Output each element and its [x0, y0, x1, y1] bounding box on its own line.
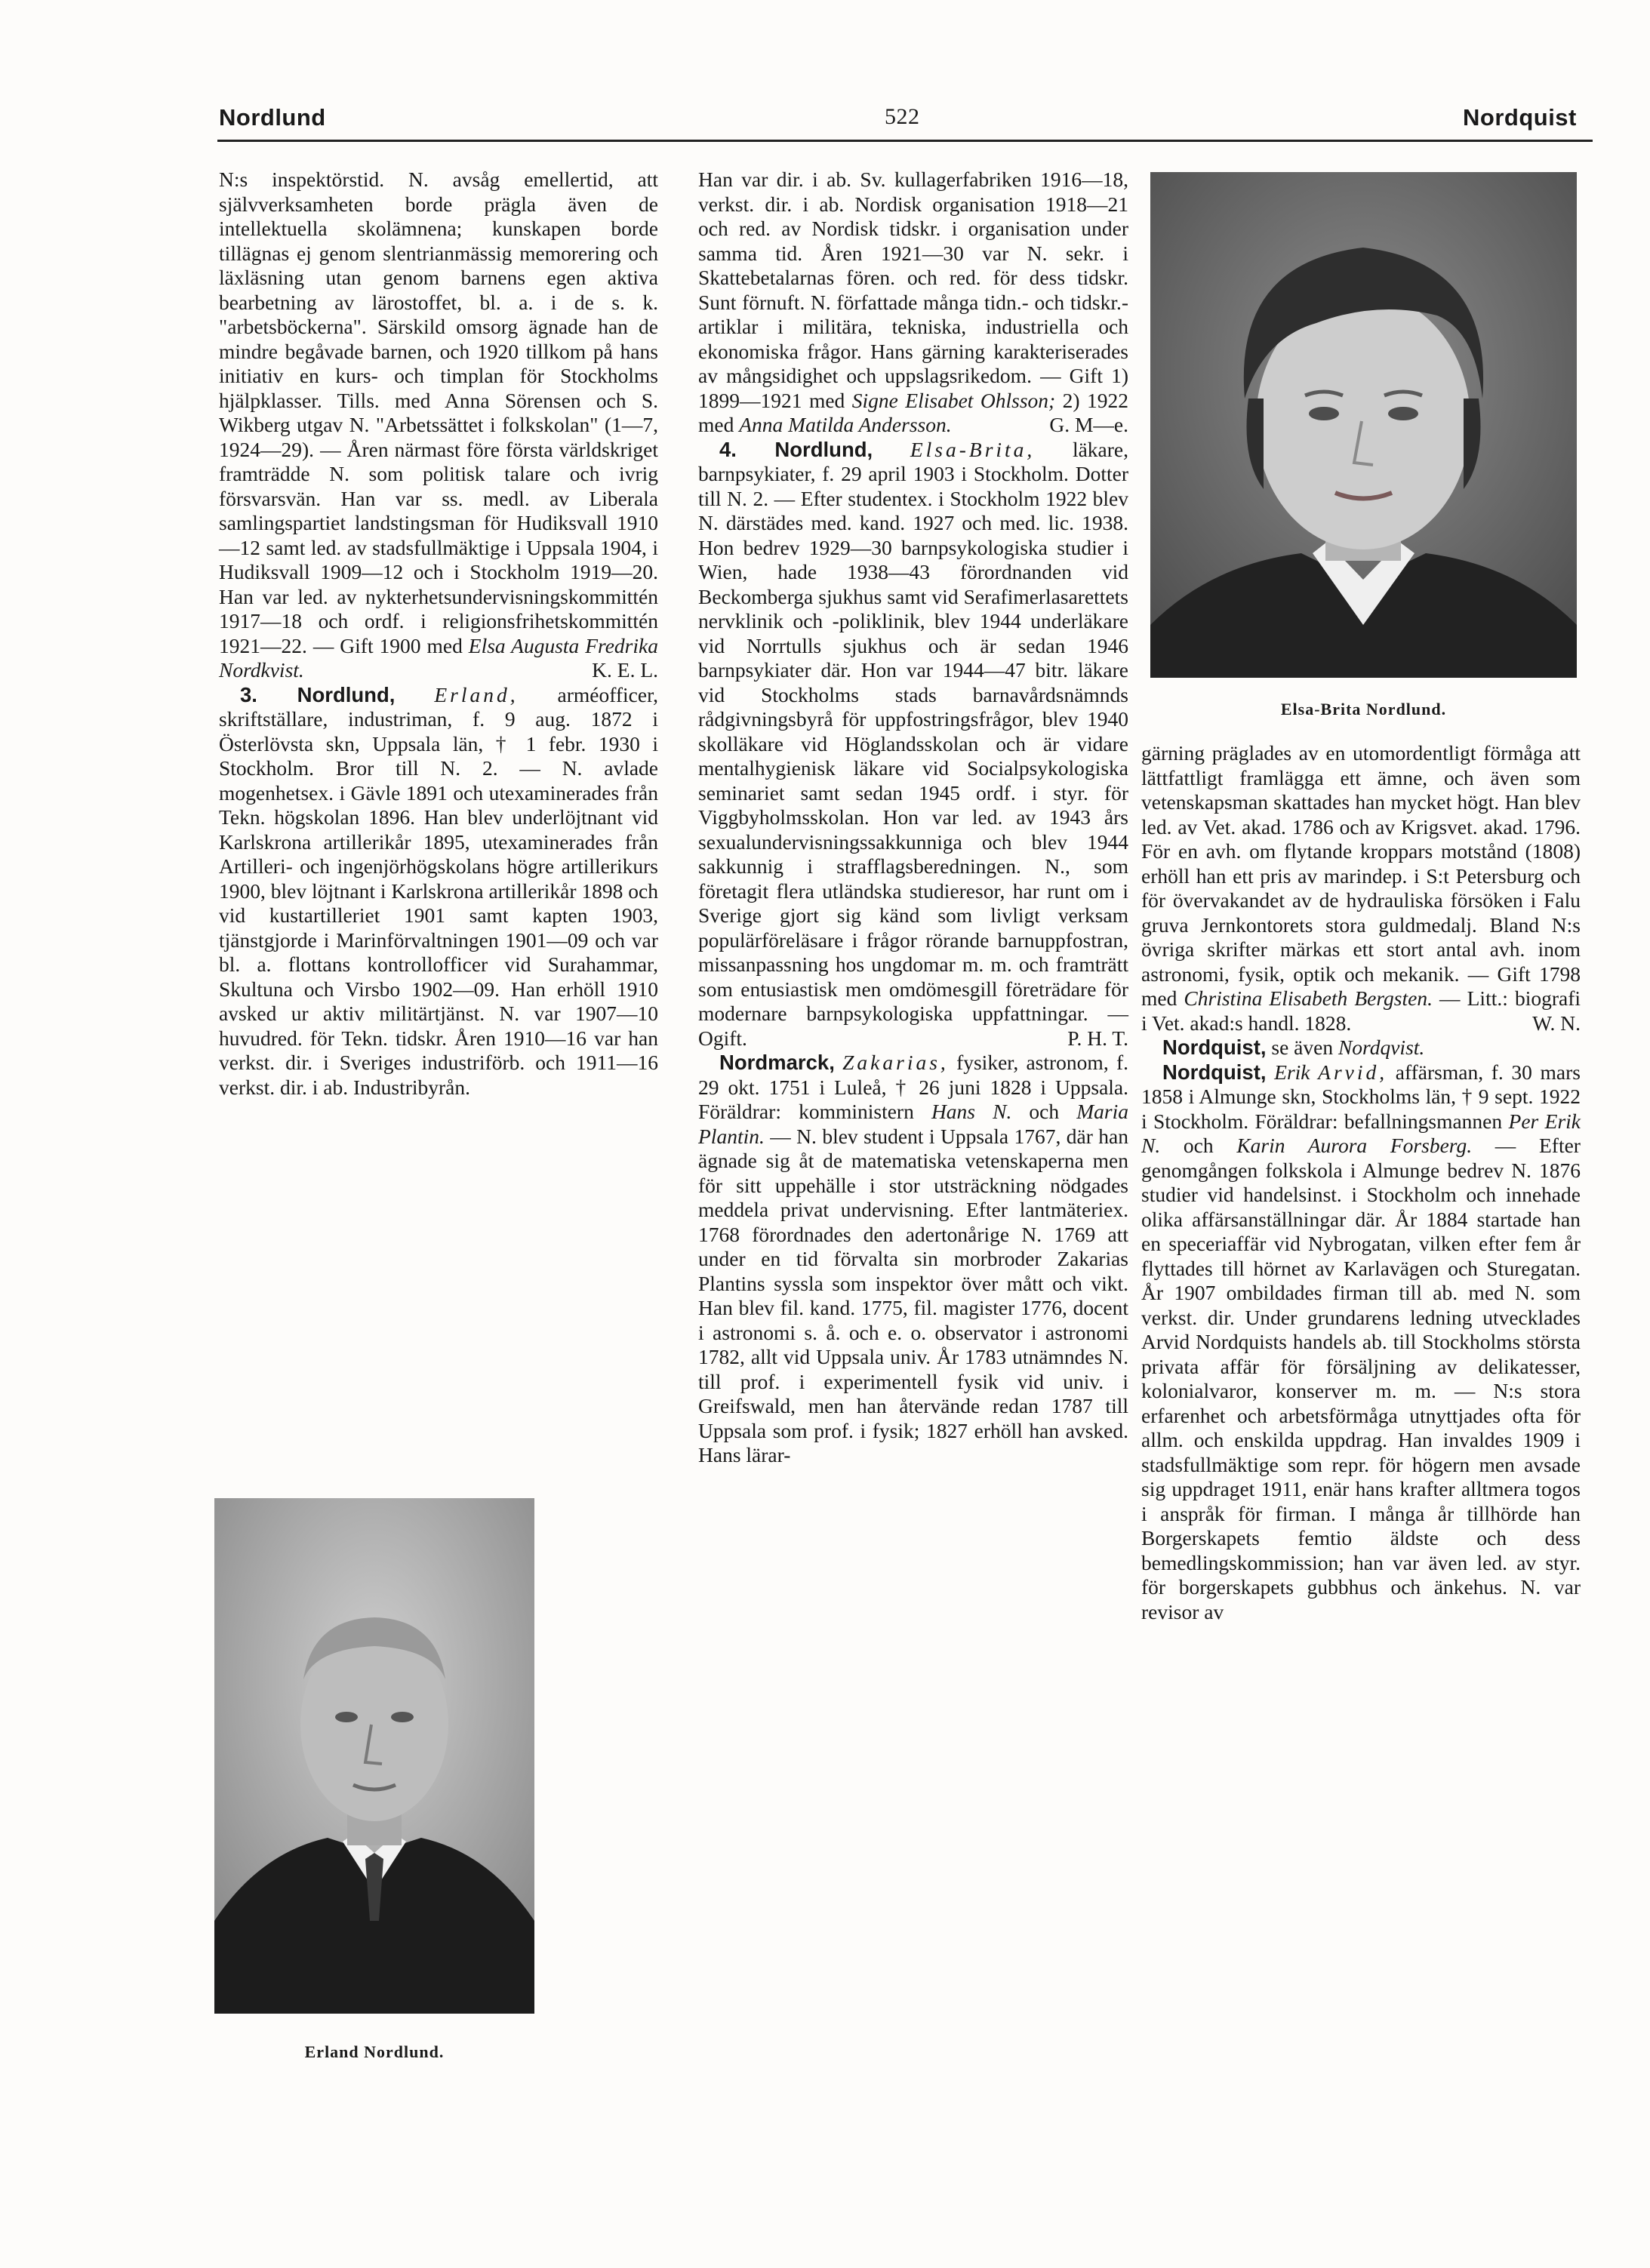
entry-nordmarck-text-2: och	[1011, 1100, 1077, 1123]
entry-4	[698, 438, 1128, 1051]
entry-nordmarck-text-1: fysiker, astronom, f. 29 okt. 1751 i Luleå, † 26 juni 1828 i Uppsala. Föräldrar: komministern	[698, 1051, 1128, 1123]
entry-3-name: Erland,	[434, 682, 519, 706]
entry-erik-text-2: och	[1160, 1134, 1237, 1157]
caption-erland-nordlund: Erland Nordlund.	[304, 2042, 445, 2061]
entry-ref-target: Nordqvist.	[1338, 1036, 1425, 1059]
entry-ref-head: Nordquist,	[1162, 1036, 1267, 1059]
entry-nordmarck	[698, 1051, 1128, 1468]
entry-2-text: N:s inspektörstid. N. avsåg emellertid, att självverksamheten borde prägla även de intellektuella skolämnena; kunskapen borde tillägnas ej genom slentrianmässig memorering och läxläsning utan genom barnens egen aktiva bearbetning av lärostoffet, bl. a. i de s. k. "arbetsböckerna". Särskild omsorg ägnade han de mindre begåvade barnen, och 1920 tillkom på hans initiativ en kurs- och timplan för Stockholms hjälpklasser. Tills. med Anna Sörensen och S. Wikberg utgav N. "Arbetssättet i folkskolan" (1—7, 1924—29). — Åren närmast före första världskriget framträdde N. som politisk talare och ivrig försvarsvän. Han var ss. medl. av Liberala samlingspartiet landstingsman för Hudiksvall 1910—12 samt led. av stadsfullmäktige i Uppsala 1904, i Hudiksvall 1909—12 och i Stockholm 1919—20. Han var led. av nykterhetsundervisningskommittén 1917—18 och ordf. i religionsfrihetskommittén 1921—22. — Gift 1900 med	[219, 168, 658, 657]
entry-3-mid: 2) 1922 med	[698, 388, 1128, 436]
entry-3-spouse-2: Anna Matilda Andersson.	[739, 413, 952, 436]
entry-erik-father: Per Erik N.	[1141, 1109, 1581, 1157]
entry-nordmarck-signature: W. N.	[1532, 1011, 1581, 1035]
entry-erik-name-1: Erik	[1274, 1060, 1310, 1084]
entry-nordmarck-continuation	[1141, 741, 1581, 1036]
entry-erik-mother: Karin Aurora Forsberg.	[1236, 1134, 1473, 1157]
entry-2-spouse: Elsa Augusta Fredrika Nordkvist.	[219, 633, 658, 682]
running-head-left: Nordlund	[219, 104, 326, 131]
column-left	[219, 168, 658, 1100]
portrait-erland-image	[214, 1498, 534, 2014]
entry-ref-text: se även	[1266, 1036, 1338, 1059]
entry-nordmarck-text-3: — N. blev student i Uppsala 1767, där han ägnade sig åt de matematiska vetenskaperna men för sitt uppehälle i stor utsträckning nödgades meddela privat undervisning. Efter lantmäteriex. 1768 förordnades den adertonårige N. 1769 att under en tid förvalta sin morbroder Zakarias Plantins syssla som inspektor över mått och vikt. Han blev fil. kand. 1775, fil. magister 1776, docent i astronomi s. å. och e. o. observator i astronomi 1782, allt vid Uppsala univ. År 1783 utnämndes N. till prof. i experimentell fysik vid univ. i Greifswald, men han återvände redan 1787 till Uppsala som prof. i fysik; 1827 erhöll han avsked. Hans lärar-	[698, 1124, 1128, 1466]
entry-2-continuation	[219, 168, 658, 683]
entry-erik-text-1: affärsman, f. 30 mars 1858 i Almunge skn, Stockholms län, † 9 sept. 1922 i Stockholm. Föräldrar: befallningsmannen	[1141, 1060, 1581, 1133]
entry-3-spouse-1: Signe Elisabet Ohlsson;	[851, 388, 1056, 412]
entry-nordmarck-cont-text: gärning präglades av en utomordentligt förmåga att lättfattligt framlägga ett ämne, och även som vetenskapsman skattades han mycket högt. Han blev led. av Vet. akad. 1786 och av Krigsvet. akad. 1796. För en avh. om flytande kroppars motstånd (1808) erhöll han ett pris av marindep. i S:t Petersburg och för övervakandet av de hydrauliska försöken i Falu gruva Jernkontorets stora guldmedalj. Bland N:s övriga skrifter märkas ett stort antal avh. inom astronomi, fysik, optik och mekanik. — Gift 1798 med	[1141, 741, 1581, 1010]
page-number: 522	[885, 104, 920, 129]
entry-nordmarck-head: Nordmarck,	[719, 1051, 835, 1074]
entry-3	[219, 683, 658, 1100]
portrait-erland-nordlund	[214, 1498, 534, 2014]
entry-4-name: Elsa-Brita,	[910, 437, 1036, 461]
column-right	[1141, 741, 1581, 1624]
entry-3-continuation	[698, 168, 1128, 438]
entry-nordmarck-father: Hans N.	[931, 1100, 1012, 1123]
column-middle	[698, 168, 1128, 1468]
entry-nordmarck-literature: — Litt.: biografi i Vet. akad:s handl. 1828.	[1141, 986, 1581, 1035]
entry-3-head: 3. Nordlund,	[240, 682, 396, 706]
entry-3-signature: G. M—e.	[1049, 413, 1128, 436]
portrait-elsa-brita-nordlund	[1150, 172, 1577, 678]
entry-nordmarck-mother: Maria Plantin.	[698, 1100, 1128, 1148]
entry-4-head: 4. Nordlund,	[719, 437, 873, 461]
entry-2-signature: K. E. L.	[592, 658, 658, 682]
entry-4-signature: P. H. T.	[1067, 1026, 1128, 1050]
entry-3-cont-text: Han var dir. i ab. Sv. kullagerfabriken 1916—18, verkst. dir. i ab. Nordisk organisation 1918—21 och red. av Nordisk tidskr. i organisation under samma tid. Åren 1921—30 var N. sekr. i Skattebetalarnas fören. och red. för dess tidskr. Sunt förnuft. N. författade många tidn.- och tidskr.-artiklar i militära, tekniska, industriella och ekonomiska frågor. Hans gärning karakteriserades av mångsidighet och uppslagsrikedom. — Gift 1) 1899—1921 med	[698, 168, 1128, 412]
entry-nordmarck-name: Zakarias,	[842, 1051, 949, 1074]
entry-nordmarck-spouse: Christina Elisabeth Bergsten.	[1184, 986, 1433, 1010]
portrait-elsa-brita-image	[1150, 172, 1577, 678]
entry-nordquist-reference	[1141, 1036, 1581, 1060]
entry-3-text: arméofficer, skriftställare, industriman, f. 9 aug. 1872 i Österlövsta skn, Uppsala län, † 1 febr. 1930 i Stockholm. Bror till N. 2. — N. avlade mogenhetsex. i Gävle 1891 och utexaminerades från Tekn. högskolan 1896. Han blev underlöjtnant vid Karlskrona artillerikår 1895, utexaminerades från Artilleri- och ingenjörhögskolans högre artillerikurs 1900, blev löjtnant i Karlskrona artillerikår 1898 och vid kustartilleriet 1901 samt kapten 1903, tjänstgjorde i Marinförvaltningen 1901—09 och var bl. a. flottans kontrollofficer vid Surahammar, Skultuna och Virsbo 1902—09. Han erhöll 1910 avsked ur aktiv militärtjänst. N. var 1907—10 huvudred. för Tekn. tidskr. Åren 1910—16 var han verkst. dir. i Sveriges industriförb. och 1911—16 verkst. dir. i ab. Industribyrån.	[219, 682, 658, 1099]
entry-4-text: läkare, barnpsykiater, f. 29 april 1903 i Stockholm. Dotter till N. 2. — Efter studentex. i Stockholm 1922 blev N. därstädes med. kand. 1927 och med. lic. 1938. Hon bedrev 1929—30 barnpsykologiska studier i Wien, hade 1938—43 förordnanden vid Beckomberga sjukhus samt vid Serafimerlasarettets nervklinik och -poliklinik, blev 1944 underläkare vid Norrtulls sjukhus och är sedan 1946 barnpsykiater där. Hon var 1944—47 bitr. läkare vid Stockholms stads barnavårdsnämnds rådgivningsbyrå för uppfostringsfrågor, blev 1940 skolläkare vid Höglandsskolan och är vidare mentalhygienisk läkare vid Socialpsykologiska seminariet samt sedan 1945 ordf. i styr. för Viggbyholmsskolan. Hon var led. av 1943 års sexualundervisningssakkunniga och blev 1944 sakkunnig i strafflagsberedningen. N., som företagit flera utländska studieresor, har runt om i Sverige gjort sig känd som livligt verksam populärföreläsare i frågor rörande barnuppfostran, missanpassning hos ungdomar m. m. och framträtt som entusiastisk men omdömesgill företrädare för modernare barnpsykologiska uppfattningar. — Ogift.	[698, 437, 1128, 1050]
header-rule	[217, 140, 1593, 142]
entry-nordquist-erik	[1141, 1060, 1581, 1625]
entry-erik-head: Nordquist,	[1162, 1060, 1267, 1084]
entry-erik-text-3: — Efter genomgången folkskola i Almunge bedrev N. 1876 studier vid handelsinst. i Stockholm och innehade olika affärsanställningar där. År 1884 startade han en speceriaffär vid Nybrogatan, vilken efter fem år flyttades till hörnet av Karlavägen och Sturegatan. År 1907 ombildades firman till ab. med N. som verkst. dir. Under grundarens ledning utvecklades Arvid Nordquists handels ab. till Stockholms största privata affär för försäljning av delikatesser, kolonialvaror, konserver m. m. — N:s stora erfarenhet och arbetsförmåga utnyttjades ofta för allm. och enskilda uppdrag. Han invaldes 1909 i stadsfullmäktige som repr. för högern men avsade sig uppdraget 1911, enär hans krafter alltmera togos i anspråk för firman. I många år tillhörde han Borgerskapets femtio äldste och dess bemedlingskommission; han var även led. av styr. för borgerskapets gubbhus och änkehus. N. var revisor av	[1141, 1134, 1581, 1623]
running-head-right: Nordquist	[1463, 104, 1577, 131]
entry-erik-name-2: Arvid,	[1318, 1060, 1388, 1084]
caption-elsa-brita-nordlund: Elsa-Brita Nordlund.	[1280, 700, 1447, 719]
